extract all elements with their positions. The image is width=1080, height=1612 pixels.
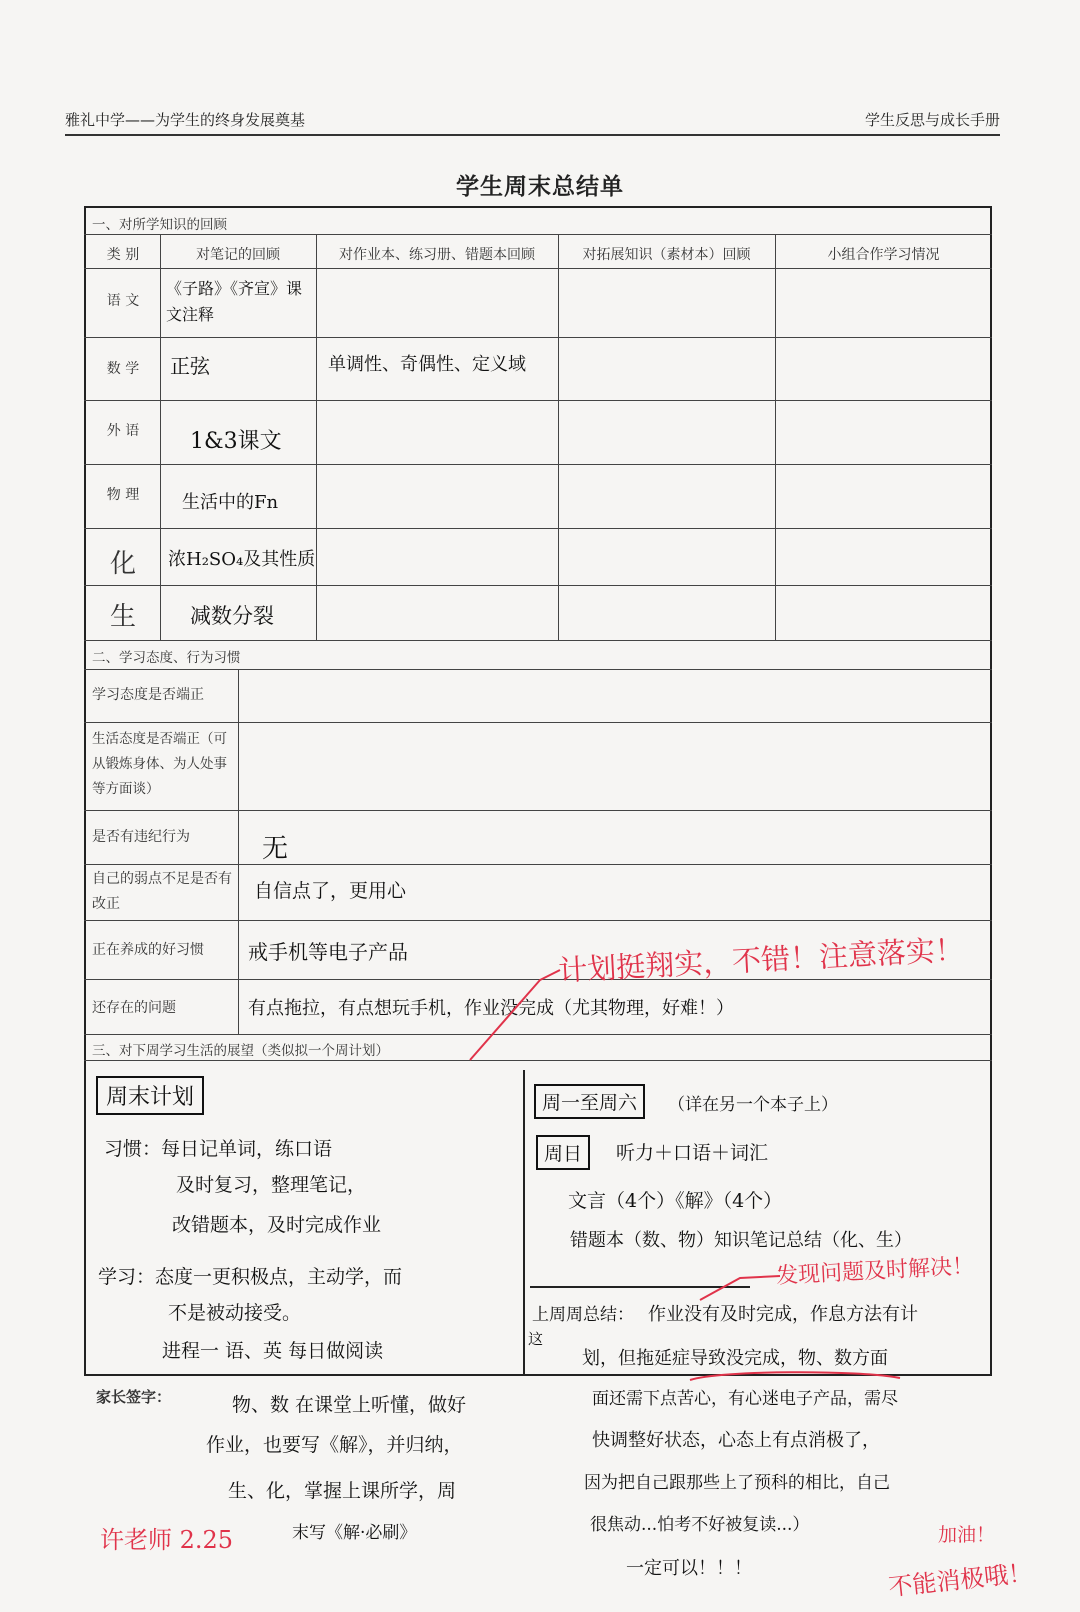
section2-heading: 二、学习态度、行为习惯: [92, 650, 241, 666]
column-header-extended: 对拓展知识（素材本）回顾: [582, 247, 751, 263]
column-header-homework: 对作业本、练习册、错题本回顾: [339, 247, 535, 263]
column-header-group: 小组合作学习情况: [827, 247, 940, 263]
parent-line-2: 作业，也要写《解》，并归纳，: [206, 1434, 463, 1456]
subject-math: 数 学: [106, 361, 140, 377]
page-title: 学生周末总结单: [456, 174, 624, 200]
summary-line-2: 划，但拖延症导致没完成，物、数方面: [582, 1348, 888, 1369]
header-school-motto: 雅礼中学——为学生的终身发展奠基: [65, 111, 306, 129]
label-study-attitude: 学习态度是否端正: [92, 687, 204, 703]
sunday-line-3: 错题本（数、物）知识笔记总结（化、生）: [570, 1230, 912, 1251]
notes-biology: 减数分裂: [190, 604, 274, 628]
answer-weakness: 自信点了，更用心: [254, 880, 407, 902]
notes-physics: 生活中的Fn: [182, 492, 279, 513]
answer-problems: 有点拖拉，有点想玩手机，作业没完成（尤其物理，好难！）: [248, 998, 734, 1019]
homework-math: 单调性、奇偶性、定义域: [328, 354, 526, 375]
plan-line-5: 不是被动接受。: [168, 1302, 302, 1324]
weekday-plan-note: （详在另一个本子上）: [668, 1095, 838, 1115]
plan-line-2: 及时复习，整理笔记，: [176, 1174, 367, 1196]
parent-right-line-4: 很焦动...怕考不好被复读...）: [590, 1515, 810, 1535]
section1-heading: 一、对所学知识的回顾: [92, 217, 227, 233]
answer-discipline: 无: [262, 834, 289, 864]
parent-line-3: 生、化，掌握上课所学，周: [228, 1480, 457, 1502]
subject-biology: 生: [109, 602, 136, 632]
parent-right-line-3: 因为把自己跟那些上了预科的相比，自己: [584, 1473, 890, 1493]
answer-good-habit: 戒手机等电子产品: [248, 940, 408, 964]
label-weakness: 自己的弱点不足是否有改正: [92, 871, 232, 912]
teacher-comment-plan: 计划挺翔实，不错！注意落实！: [557, 932, 965, 988]
last-week-summary-label: 上周周总结：: [532, 1305, 634, 1325]
plan-line-4: 学习：态度一更积极点，主动学，而: [98, 1266, 403, 1288]
weekend-plan-title: 周末计划: [96, 1076, 204, 1115]
label-problems: 还存在的问题: [92, 1000, 176, 1016]
label-good-habit: 正在养成的好习惯: [92, 942, 204, 958]
weekday-plan-title: 周一至周六: [534, 1084, 645, 1119]
parent-right-line-2: 快调整好状态，心态上有点消极了，: [592, 1430, 880, 1451]
subject-chinese: 语 文: [106, 293, 140, 309]
notes-math: 正弦: [170, 354, 210, 378]
section3-heading: 三、对下周学习生活的展望（类似拟一个周计划）: [92, 1043, 389, 1059]
notes-chemistry: 浓H₂SO₄及其性质: [168, 549, 316, 570]
sunday-label: 周日: [536, 1135, 590, 1170]
notes-english: 1&3课文: [190, 429, 282, 454]
plan-line-1: 习惯：每日记单词，练口语: [104, 1138, 333, 1160]
teacher-comment-cheer: 加油！: [938, 1524, 996, 1546]
plan-line-3: 改错题本，及时完成作业: [172, 1214, 382, 1236]
column-header-category: 类 别: [106, 247, 140, 263]
summary-line-1: 作业没有及时完成，作息方法有计: [648, 1304, 918, 1325]
sunday-line-2: 文言（4个）《解》（4个）: [568, 1190, 783, 1212]
parent-line-4: 末写《解·必刷》: [292, 1523, 417, 1543]
parent-right-line-1: 面还需下点苦心，有心迷电子产品，需尽: [592, 1389, 898, 1409]
header-handbook-name: 学生反思与成长手册: [864, 111, 1000, 129]
label-life-attitude: 生活态度是否端正（可从锻炼身体、为人处事等方面谈）: [92, 731, 227, 797]
subject-english: 外 语: [106, 423, 140, 439]
parent-right-line-5: 一定可以！！！: [626, 1558, 752, 1579]
parent-line-1: 物、数 在课堂上听懂，做好: [232, 1394, 467, 1416]
parent-signature-label: 家长签字：: [96, 1388, 172, 1406]
plan-line-6: 进程一 语、英 每日做阅读: [162, 1340, 384, 1362]
label-discipline: 是否有违纪行为: [92, 829, 190, 845]
teacher-comment-solve: 发现问题及时解决！: [775, 1253, 975, 1290]
sunday-line-1: 听力＋口语＋词汇: [616, 1142, 769, 1164]
subject-physics: 物 理: [106, 487, 140, 503]
notes-chinese-text: 《子路》《齐宣》课文注释: [166, 279, 303, 324]
last-week-summary-side: 这: [528, 1330, 544, 1348]
subject-chemistry: 化: [109, 549, 136, 579]
teacher-signature: 许老师 2.25: [100, 1526, 234, 1554]
column-header-notes: 对笔记的回顾: [196, 247, 280, 263]
teacher-comment-negative: 不能消极哦！: [887, 1558, 1034, 1602]
